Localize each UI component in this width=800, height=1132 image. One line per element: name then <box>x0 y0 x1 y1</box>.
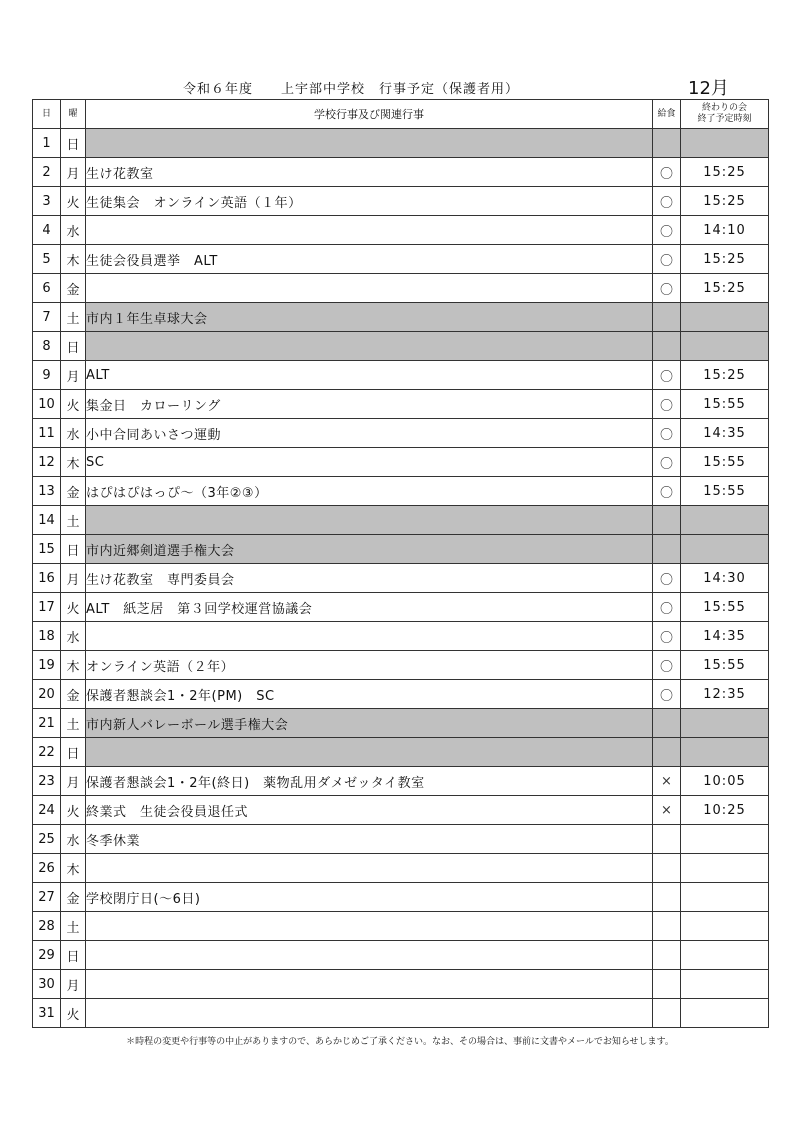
end-time-cell: 15:55 <box>681 390 769 419</box>
day-cell: 9 <box>33 361 61 390</box>
day-cell: 3 <box>33 187 61 216</box>
event-cell: 市内近郷剣道選手権大会 <box>86 535 653 564</box>
lunch-cell <box>653 912 681 941</box>
end-time-cell <box>681 506 769 535</box>
end-time-cell: 15:55 <box>681 448 769 477</box>
end-time-cell: 14:30 <box>681 564 769 593</box>
day-cell: 31 <box>33 999 61 1028</box>
day-cell: 24 <box>33 796 61 825</box>
table-row <box>33 854 769 883</box>
month-label: 12月 <box>688 78 729 99</box>
weekday-cell: 水 <box>61 216 86 245</box>
event-cell: 市内１年生卓球大会 <box>86 303 653 332</box>
table-row <box>33 535 769 564</box>
end-time-cell <box>681 303 769 332</box>
weekday-cell: 日 <box>61 738 86 767</box>
day-cell: 21 <box>33 709 61 738</box>
day-cell: 1 <box>33 129 61 158</box>
lunch-cell <box>653 535 681 564</box>
weekday-cell: 金 <box>61 274 86 303</box>
weekday-cell: 木 <box>61 448 86 477</box>
event-cell: SC <box>86 448 653 477</box>
weekday-cell: 木 <box>61 245 86 274</box>
end-time-cell <box>681 709 769 738</box>
day-cell: 5 <box>33 245 61 274</box>
event-cell: 生徒会役員選挙 ALT <box>86 245 653 274</box>
lunch-cell: 〇 <box>653 158 681 187</box>
weekday-cell: 土 <box>61 506 86 535</box>
weekday-cell: 土 <box>61 303 86 332</box>
day-cell: 14 <box>33 506 61 535</box>
lunch-cell: 〇 <box>653 651 681 680</box>
end-time-cell: 15:55 <box>681 593 769 622</box>
day-cell: 10 <box>33 390 61 419</box>
event-cell <box>86 622 653 651</box>
table-row <box>33 651 769 680</box>
lunch-cell <box>653 970 681 999</box>
end-time-cell: 10:05 <box>681 767 769 796</box>
lunch-cell <box>653 825 681 854</box>
table-row <box>33 941 769 970</box>
lunch-cell <box>653 506 681 535</box>
footer-note: ＊時程の変更や行事等の中止がありますので、あらかじめご了承ください。なお、その場合は、事前に文書やメールでお知らせします。 <box>126 1037 674 1047</box>
event-cell: 保護者懇談会1・2年(PM) SC <box>86 680 653 709</box>
table-row <box>33 361 769 390</box>
table-row <box>33 419 769 448</box>
end-time-cell: 14:10 <box>681 216 769 245</box>
table-row <box>33 390 769 419</box>
lunch-cell: 〇 <box>653 187 681 216</box>
event-cell <box>86 332 653 361</box>
event-cell: 小中合同あいさつ運動 <box>86 419 653 448</box>
day-cell: 4 <box>33 216 61 245</box>
end-time-cell: 15:25 <box>681 361 769 390</box>
event-cell: ALT 紙芝居 第３回学校運営協議会 <box>86 593 653 622</box>
table-header-row <box>33 100 769 129</box>
weekday-cell: 火 <box>61 390 86 419</box>
day-cell: 28 <box>33 912 61 941</box>
lunch-cell: 〇 <box>653 448 681 477</box>
table-row <box>33 622 769 651</box>
end-time-cell <box>681 129 769 158</box>
day-cell: 13 <box>33 477 61 506</box>
day-cell: 29 <box>33 941 61 970</box>
day-cell: 8 <box>33 332 61 361</box>
weekday-cell: 火 <box>61 999 86 1028</box>
lunch-cell <box>653 332 681 361</box>
end-time-cell <box>681 332 769 361</box>
lunch-cell <box>653 303 681 332</box>
weekday-cell: 日 <box>61 332 86 361</box>
end-time-cell: 14:35 <box>681 419 769 448</box>
end-time-cell <box>681 535 769 564</box>
weekday-cell: 水 <box>61 622 86 651</box>
lunch-cell <box>653 709 681 738</box>
table-row <box>33 216 769 245</box>
lunch-cell: 〇 <box>653 274 681 303</box>
event-cell: 冬季休業 <box>86 825 653 854</box>
day-cell: 23 <box>33 767 61 796</box>
column-header-event: 学校行事及び関連行事 <box>86 100 653 129</box>
end-time-cell <box>681 912 769 941</box>
end-time-cell: 10:25 <box>681 796 769 825</box>
event-cell <box>86 912 653 941</box>
event-cell: 学校閉庁日(～6日) <box>86 883 653 912</box>
end-time-cell: 15:25 <box>681 274 769 303</box>
weekday-cell: 金 <box>61 680 86 709</box>
end-time-cell: 15:25 <box>681 158 769 187</box>
table-row <box>33 825 769 854</box>
day-cell: 27 <box>33 883 61 912</box>
table-row <box>33 970 769 999</box>
table-row <box>33 593 769 622</box>
weekday-cell: 火 <box>61 796 86 825</box>
weekday-cell: 水 <box>61 825 86 854</box>
end-time-cell <box>681 854 769 883</box>
weekday-cell: 月 <box>61 970 86 999</box>
event-cell <box>86 999 653 1028</box>
weekday-cell: 月 <box>61 158 86 187</box>
end-time-cell: 15:25 <box>681 245 769 274</box>
lunch-cell: 〇 <box>653 216 681 245</box>
table-row <box>33 274 769 303</box>
schedule-table <box>32 99 769 1028</box>
weekday-cell: 水 <box>61 419 86 448</box>
day-cell: 17 <box>33 593 61 622</box>
weekday-cell: 土 <box>61 912 86 941</box>
table-row <box>33 883 769 912</box>
lunch-cell <box>653 941 681 970</box>
lunch-cell: 〇 <box>653 680 681 709</box>
column-header-end-time <box>681 100 769 129</box>
weekday-cell: 木 <box>61 854 86 883</box>
event-cell <box>86 506 653 535</box>
weekday-cell: 月 <box>61 767 86 796</box>
column-header-end-line2: 終了予定時刻 <box>697 114 752 124</box>
lunch-cell: 〇 <box>653 477 681 506</box>
table-row <box>33 796 769 825</box>
table-row <box>33 709 769 738</box>
event-cell <box>86 941 653 970</box>
day-cell: 11 <box>33 419 61 448</box>
day-cell: 19 <box>33 651 61 680</box>
event-cell: 生け花教室 <box>86 158 653 187</box>
table-row <box>33 738 769 767</box>
day-cell: 25 <box>33 825 61 854</box>
event-cell <box>86 216 653 245</box>
event-cell: 生け花教室 専門委員会 <box>86 564 653 593</box>
event-cell: 保護者懇談会1・2年(終日) 薬物乱用ダメゼッタイ教室 <box>86 767 653 796</box>
table-row <box>33 448 769 477</box>
day-cell: 20 <box>33 680 61 709</box>
lunch-cell <box>653 129 681 158</box>
lunch-cell: 〇 <box>653 564 681 593</box>
event-cell: はぴはぴはっぴ～（3年②③） <box>86 477 653 506</box>
lunch-cell <box>653 854 681 883</box>
end-time-cell <box>681 970 769 999</box>
table-row <box>33 680 769 709</box>
weekday-cell: 日 <box>61 535 86 564</box>
day-cell: 22 <box>33 738 61 767</box>
table-row <box>33 477 769 506</box>
lunch-cell: 〇 <box>653 390 681 419</box>
table-row <box>33 912 769 941</box>
column-header-day: 日 <box>33 100 61 129</box>
column-header-end-line1: 終わりの会 <box>701 103 747 113</box>
lunch-cell: × <box>653 796 681 825</box>
page-title: 令和６年度 上宇部中学校 行事予定（保護者用） <box>183 82 520 97</box>
table-row <box>33 999 769 1028</box>
table-row <box>33 506 769 535</box>
weekday-cell: 火 <box>61 187 86 216</box>
table-row <box>33 767 769 796</box>
weekday-cell: 火 <box>61 593 86 622</box>
weekday-cell: 日 <box>61 129 86 158</box>
event-cell: オンライン英語（２年） <box>86 651 653 680</box>
event-cell <box>86 129 653 158</box>
day-cell: 18 <box>33 622 61 651</box>
weekday-cell: 土 <box>61 709 86 738</box>
event-cell <box>86 274 653 303</box>
day-cell: 16 <box>33 564 61 593</box>
event-cell: 終業式 生徒会役員退任式 <box>86 796 653 825</box>
table-row <box>33 158 769 187</box>
schedule-body <box>33 129 769 1028</box>
lunch-cell <box>653 738 681 767</box>
end-time-cell <box>681 825 769 854</box>
day-cell: 12 <box>33 448 61 477</box>
lunch-cell: 〇 <box>653 622 681 651</box>
event-cell: 生徒集会 オンライン英語（１年） <box>86 187 653 216</box>
end-time-cell <box>681 738 769 767</box>
lunch-cell: 〇 <box>653 245 681 274</box>
table-row <box>33 564 769 593</box>
end-time-cell <box>681 883 769 912</box>
lunch-cell: 〇 <box>653 361 681 390</box>
day-cell: 6 <box>33 274 61 303</box>
lunch-cell: 〇 <box>653 419 681 448</box>
end-time-cell: 15:25 <box>681 187 769 216</box>
day-cell: 7 <box>33 303 61 332</box>
day-cell: 26 <box>33 854 61 883</box>
table-row <box>33 303 769 332</box>
column-header-lunch: 給食 <box>653 100 681 129</box>
event-cell: 集金日 カローリング <box>86 390 653 419</box>
end-time-cell <box>681 999 769 1028</box>
weekday-cell: 金 <box>61 883 86 912</box>
table-row <box>33 129 769 158</box>
day-cell: 30 <box>33 970 61 999</box>
table-row <box>33 332 769 361</box>
weekday-cell: 月 <box>61 564 86 593</box>
event-cell <box>86 854 653 883</box>
day-cell: 2 <box>33 158 61 187</box>
end-time-cell: 12:35 <box>681 680 769 709</box>
weekday-cell: 木 <box>61 651 86 680</box>
event-cell <box>86 970 653 999</box>
lunch-cell <box>653 883 681 912</box>
event-cell <box>86 738 653 767</box>
day-cell: 15 <box>33 535 61 564</box>
weekday-cell: 月 <box>61 361 86 390</box>
event-cell: ALT <box>86 361 653 390</box>
event-cell: 市内新人バレーボール選手権大会 <box>86 709 653 738</box>
end-time-cell <box>681 941 769 970</box>
end-time-cell: 14:35 <box>681 622 769 651</box>
lunch-cell <box>653 999 681 1028</box>
end-time-cell: 15:55 <box>681 651 769 680</box>
lunch-cell: × <box>653 767 681 796</box>
weekday-cell: 金 <box>61 477 86 506</box>
table-row <box>33 187 769 216</box>
table-row <box>33 245 769 274</box>
column-header-weekday: 曜 <box>61 100 86 129</box>
weekday-cell: 日 <box>61 941 86 970</box>
end-time-cell: 15:55 <box>681 477 769 506</box>
lunch-cell: 〇 <box>653 593 681 622</box>
